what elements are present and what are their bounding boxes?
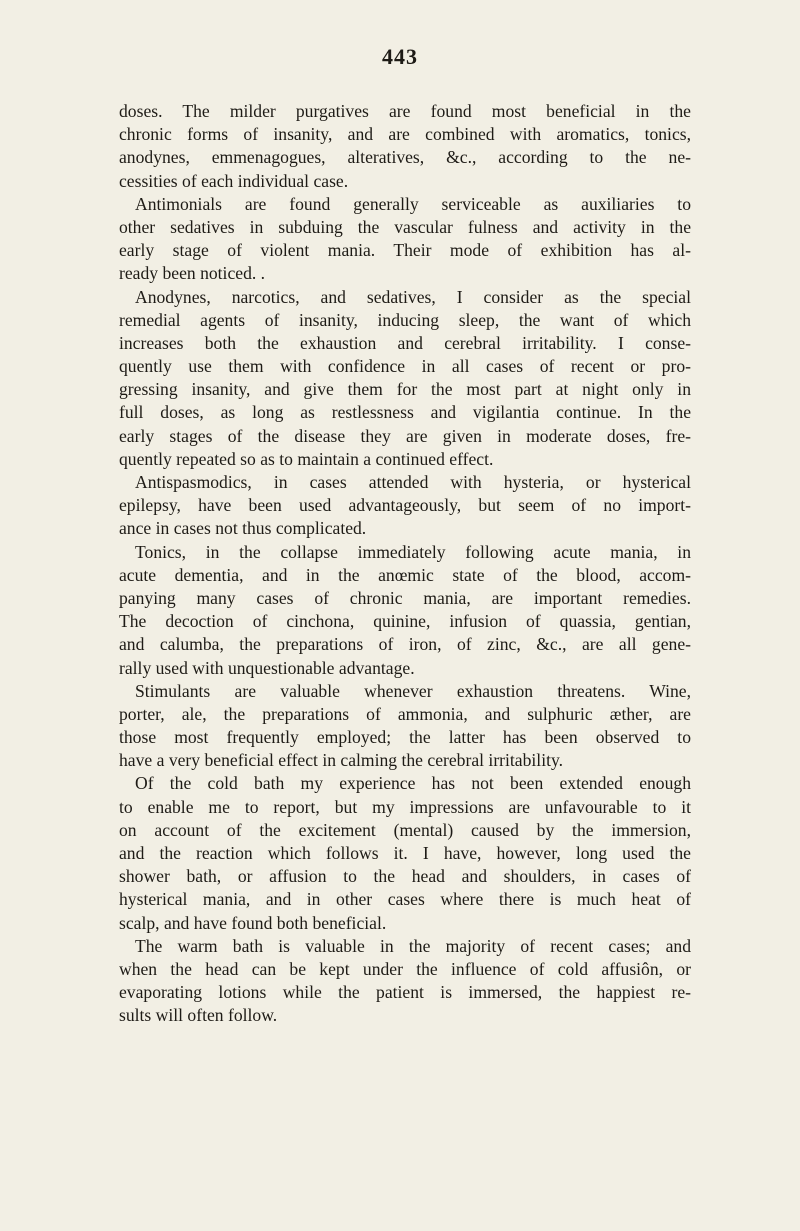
- text-line: on account of the excitement (mental) caused by the immersion,: [119, 819, 691, 840]
- text-line: epilepsy, have been used advantageously, but seem of no import-: [119, 495, 691, 516]
- page-number: 443: [382, 44, 418, 69]
- text-line: other sedatives in subduing the vascular fulness and activity in the: [119, 216, 691, 237]
- body-text: [119, 100, 691, 1028]
- text-line: ready been noticed. .: [119, 263, 266, 284]
- text-line: quently repeated so as to maintain a continued effect.: [119, 448, 494, 469]
- text-line: chronic forms of insanity, and are combined with aromatics, tonics,: [119, 124, 691, 145]
- text-line: scalp, and have found both beneficial.: [119, 912, 387, 933]
- text-line: Antimonials are found generally serviceable as auxiliaries to: [135, 193, 691, 214]
- text-line: Anodynes, narcotics, and sedatives, I consider as the special: [135, 286, 691, 307]
- text-line: ance in cases not thus complicated.: [119, 518, 367, 539]
- text-line: panying many cases of chronic mania, are important remedies.: [119, 587, 691, 608]
- text-line: gressing insanity, and give them for the most part at night only in: [119, 379, 691, 400]
- text-line: anodynes, emmenagogues, alteratives, &c., according to the ne-: [119, 147, 691, 168]
- text-line: Tonics, in the collapse immediately following acute mania, in: [135, 541, 691, 562]
- text-line: The decoction of cinchona, quinine, infusion of quassia, gentian,: [119, 611, 691, 632]
- text-line: porter, ale, the preparations of ammonia, and sulphuric æther, are: [119, 703, 691, 724]
- text-line: remedial agents of insanity, inducing sleep, the want of which: [119, 309, 691, 330]
- text-line: doses. The milder purgatives are found most beneficial in the: [119, 101, 691, 121]
- text-line: when the head can be kept under the influence of cold affusiôn, or: [119, 958, 691, 979]
- text-line: full doses, as long as restlessness and vigilantia continue. In the: [119, 402, 691, 423]
- text-line: shower bath, or affusion to the head and shoulders, in cases of: [119, 866, 691, 887]
- text-line: to enable me to report, but my impressions are unfavourable to it: [119, 796, 691, 817]
- text-line: those most frequently employed; the latter has been observed to: [119, 727, 691, 748]
- text-line: hysterical mania, and in other cases where there is much heat of: [119, 889, 691, 910]
- text-line: acute dementia, and in the anœmic state of the blood, accom-: [119, 564, 691, 585]
- text-line: and the reaction which follows it. I have, however, long used the: [119, 843, 691, 863]
- text-line: early stage of violent mania. Their mode of exhibition has al-: [119, 240, 691, 261]
- text-line: early stages of the disease they are given in moderate doses, fre-: [119, 425, 691, 446]
- text-line: rally used with unquestionable advantage.: [119, 657, 415, 678]
- text-line: Of the cold bath my experience has not been extended enough: [135, 773, 691, 794]
- text-line: evaporating lotions while the patient is immersed, the happiest re-: [119, 982, 691, 1003]
- text-line: cessities of each individual case.: [119, 170, 349, 191]
- text-line: and calumba, the preparations of iron, of zinc, &c., are all gene-: [119, 634, 691, 655]
- text-line: quently use them with confidence in all cases of recent or pro-: [119, 356, 691, 377]
- text-line: sults will often follow.: [119, 1005, 278, 1026]
- text-line: Stimulants are valuable whenever exhaustion threatens. Wine,: [135, 680, 691, 701]
- text-line: increases both the exhaustion and cerebral irritability. I conse-: [119, 332, 691, 353]
- text-line: have a very beneficial effect in calming the cerebral irritability.: [119, 750, 564, 771]
- text-line: Antispasmodics, in cases attended with hysteria, or hysterical: [135, 472, 691, 492]
- text-line: The warm bath is valuable in the majority of recent cases; and: [135, 935, 691, 956]
